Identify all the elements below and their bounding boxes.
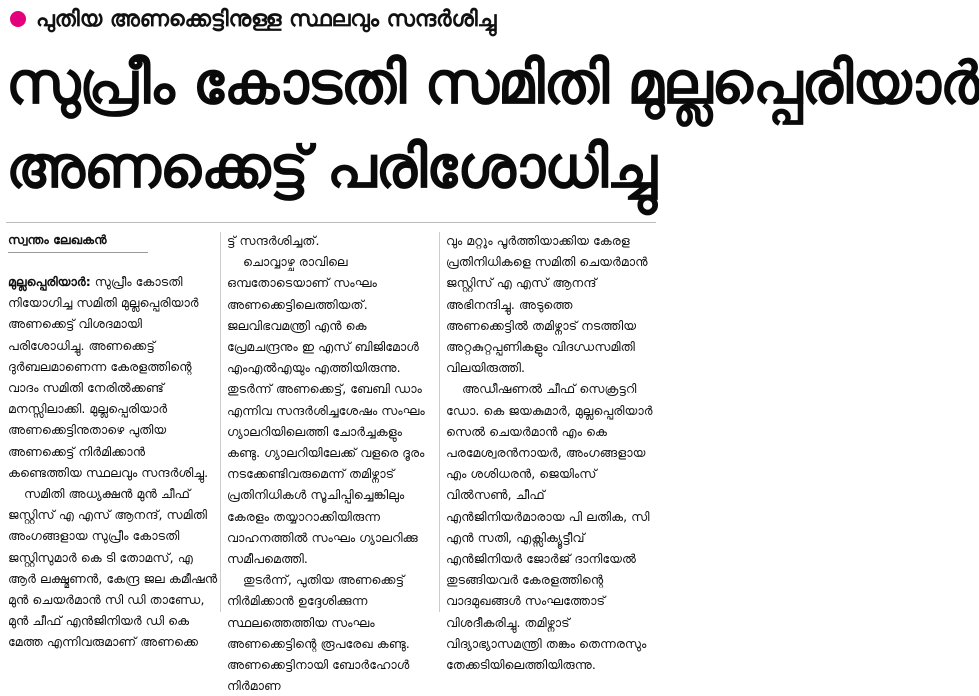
paragraph: ചൊവ്വാഴ്ച രാവിലെ ഒമ്പതോടെയാണ് സംഘം അണക്കെട്ടിലെത്തിയത്. ജലവിഭവമന്ത്രി എൻ കെ പ്രേമചന്ദ്രനും ഇ എസ് ബിജിമോൾ എംഎൽഎയും എത്തിയിരുന്നു. തുടർന്ന് അണക്കെട്ട്, ബേബി ഡാം എന്നിവ സന്ദർശിച്ചശേഷം സംഘം ഗ്യാലറിയിലെത്തി ചോർച്ചകളും കണ്ടു. ഗ്യാലറിയിലേക്ക് വളരെ ദൂരം നടക്കേണ്ടിവരുമെന്ന് തമിഴ്നാട് പ്രതിനിധികൾ സൂചിപ്പിച്ചെങ്കിലും കേരളം തയ്യാറാക്കിയിരുന്ന വാഹനത്തിൽ സംഘം ഗ്യാലറിക്കു സമീപമെത്തി. [227,254,425,567]
dateline: മുല്ലപ്പെരിയാർ: [8,274,91,289]
column-divider [439,232,440,612]
kicker [10,4,660,34]
column-1 [8,230,218,650]
headline-line-2: അണക്കെട്ട് പരിശോധിച്ചു [6,133,656,201]
bullet-dot-icon [10,11,26,27]
paragraph-text: സുപ്രീം കോടതി നിയോഗിച്ച സമിതി മുല്ലപ്പെരിയാർ അണക്കെട്ട് വിശദമായി പരിശോധിച്ചു. അണക്കെട്ട് ദുർബലമാണെന്ന കേരളത്തിന്റെ വാദം സമിതി നേരിൽക്കണ്ട് മനസ്സിലാക്കി. മുല്ലപ്പെരിയാർ അണക്കെട്ടിനുതാഴെ പുതിയ അണക്കെട്ട് നിർമിക്കാൻ കണ്ടെത്തിയ സ്ഥലവും സന്ദർശിച്ചു. [8,274,209,480]
column-2 [227,230,437,694]
paragraph: ട്ട് സന്ദർശിച്ചത്. [227,233,320,248]
paragraph: സമിതി അധ്യക്ഷൻ മുൻ ചീഫ് ജസ്റ്റിസ് എ എസ് ആനന്ദ്, സമിതി അംഗങ്ങളായ സുപ്രീം കോടതി ജസ്റ്റിസുമാർ കെ ടി തോമസ്, എ ആർ ലക്ഷ്മണൻ, കേന്ദ്ര ജല കമീഷൻ മുൻ ചെയർമാൻ സി ഡി താണ്ഡേ, മുൻ ചീഫ് എൻജിനിയർ ഡി കെ മേത്ത എന്നിവരുമാണ് അണക്കെ [8,486,218,650]
column-3 [446,230,656,673]
kicker-text: പുതിയ അണക്കെട്ടിനുള്ള സ്ഥലവും സന്ദർശിച്ചു [36,6,497,32]
paragraph [8,271,218,483]
headline-divider [6,222,656,223]
column-divider [220,232,221,612]
paragraph: വും മറ്റും പൂർത്തിയാക്കിയ കേരള പ്രതിനിധികളെ സമിതി ചെയർമാൻ ജസ്റ്റിസ് എ എസ് ആനന്ദ് അഭിനന്ദിച്ചു. അടുത്തെ അണക്കെട്ടിൽ തമിഴ്നാട് നടത്തിയ അറ്റകുറ്റപ്പണികളും വിദഗ്ധസമിതി വിലയിരുത്തി. [446,233,648,376]
paragraph: തുടർന്ന്, പുതിയ അണക്കെട്ട് നിർമിക്കാൻ ഉദ്ദേശിക്കുന്ന സ്ഥലത്തെത്തിയ സംഘം അണക്കെട്ടിന്റെ രൂപരേഖ കണ്ടു. അണക്കെട്ടിനായി ബോർഹോൾ നിർമാണ [227,572,410,694]
paragraph: അഡീഷണൽ ചീഫ് സെക്രട്ടറി ഡോ. കെ ജയകുമാർ, മുല്ലപ്പെരിയാർ സെൽ ചെയർമാൻ എം കെ പരമേശ്വരൻനായർ, അംഗങ്ങളായ എം ശശിധരൻ, ജെയിംസ് വിൽസൺ, ചീഫ് എൻജിനിയർമാരായ പി ലതിക, സി എൻ സതി, എക്സിക്യൂട്ടീവ് എൻജിനിയർ ജോർജ് ദാനിയേൽ തുടങ്ങിയവർ കേരളത്തിന്റെ വാദമുഖങ്ങൾ സംഘത്തോട് വിശദീകരിച്ചു. തമിഴ്നാട് വിദ്യാഭ്യാസമന്ത്രി തങ്കം തെന്നരസും തേക്കടിയിലെത്തിയിരുന്നു. [446,381,653,673]
byline: സ്വന്തം ലേഖകൻ [8,230,148,253]
headline-line-1: സുപ്രീം കോടതി സമിതി മുല്ലപ്പെരിയാർ [6,49,979,117]
